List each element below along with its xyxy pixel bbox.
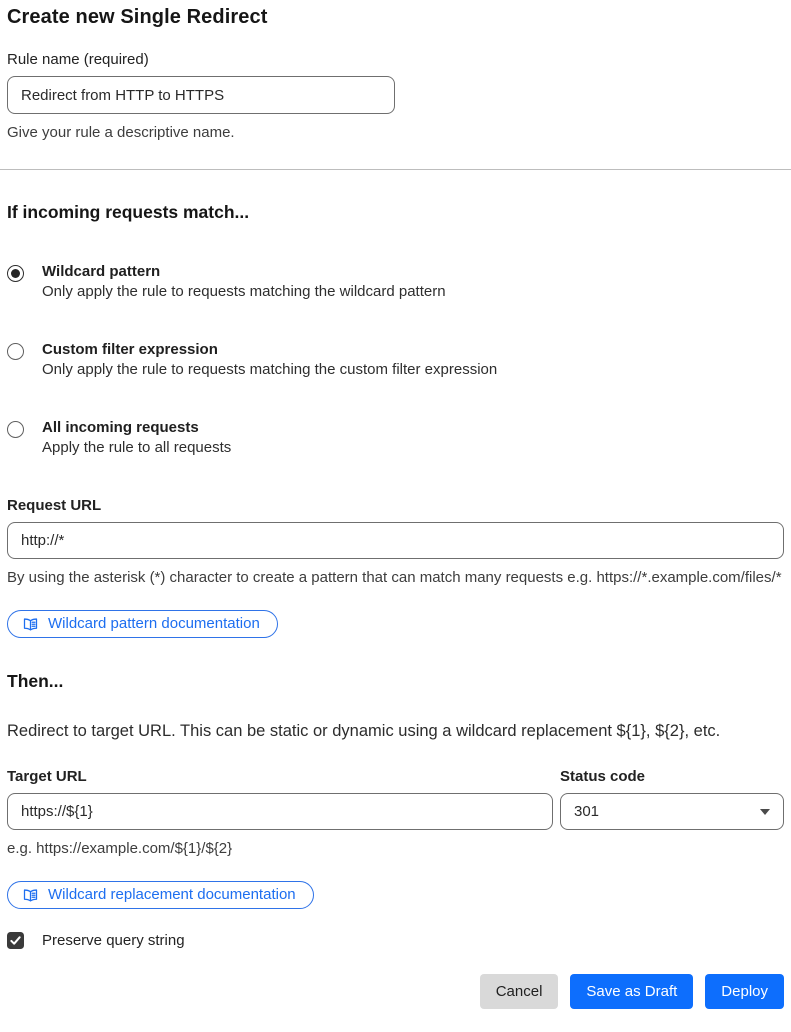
deploy-button[interactable]: Deploy <box>705 974 784 1009</box>
radio-button-selected[interactable] <box>7 265 24 282</box>
rule-name-helper: Give your rule a descriptive name. <box>7 124 235 141</box>
checkbox-checked[interactable] <box>7 932 24 949</box>
radio-button[interactable] <box>7 421 24 438</box>
request-url-input[interactable] <box>7 522 784 559</box>
radio-option-all-requests[interactable] <box>7 419 784 456</box>
section-divider <box>0 169 791 170</box>
radio-label: All incoming requests <box>42 419 199 436</box>
cancel-button[interactable]: Cancel <box>480 974 559 1009</box>
wildcard-pattern-docs-button[interactable] <box>7 610 278 638</box>
doc-button-label: Wildcard pattern documentation <box>48 615 260 632</box>
chevron-down-icon <box>760 809 770 815</box>
target-url-helper: e.g. https://example.com/${1}/${2} <box>7 840 233 857</box>
radio-label: Wildcard pattern <box>42 263 161 280</box>
wildcard-replacement-docs-button[interactable] <box>7 881 314 909</box>
target-url-input[interactable] <box>7 793 553 830</box>
radio-option-wildcard-pattern[interactable] <box>7 263 784 300</box>
radio-button[interactable] <box>7 343 24 360</box>
status-code-label: Status code <box>560 768 646 785</box>
rule-name-label: Rule name (required) <box>7 51 149 68</box>
radio-description: Only apply the rule to requests matching the custom filter expression <box>42 361 498 378</box>
footer-actions <box>7 974 784 1009</box>
status-code-value: 301 <box>574 803 600 820</box>
radio-label: Custom filter expression <box>42 341 218 358</box>
preserve-query-row[interactable] <box>7 932 784 949</box>
save-as-draft-button[interactable]: Save as Draft <box>570 974 693 1009</box>
radio-description: Only apply the rule to requests matching the wildcard pattern <box>42 283 446 300</box>
rule-name-input[interactable] <box>7 76 395 114</box>
request-url-helper: By using the asterisk (*) character to create a pattern that can match many requests e.g. https://*.example.com/files/* <box>7 569 782 586</box>
target-status-row <box>7 768 784 861</box>
match-type-radio-group <box>7 263 784 456</box>
radio-option-custom-filter[interactable] <box>7 341 784 378</box>
then-section-heading: Then... <box>7 671 64 691</box>
book-icon <box>22 887 39 903</box>
radio-description: Apply the rule to all requests <box>42 439 232 456</box>
then-description: Redirect to target URL. This can be static or dynamic using a wildcard replacement ${1}, ${2}, etc. <box>7 722 721 740</box>
preserve-query-label: Preserve query string <box>42 932 185 949</box>
match-section-heading: If incoming requests match... <box>7 202 250 222</box>
book-icon <box>22 616 39 632</box>
doc-button-label: Wildcard replacement documentation <box>48 886 296 903</box>
status-code-select[interactable] <box>560 793 784 830</box>
target-url-label: Target URL <box>7 768 87 785</box>
request-url-label: Request URL <box>7 497 102 514</box>
page-title: Create new Single Redirect <box>7 6 268 28</box>
